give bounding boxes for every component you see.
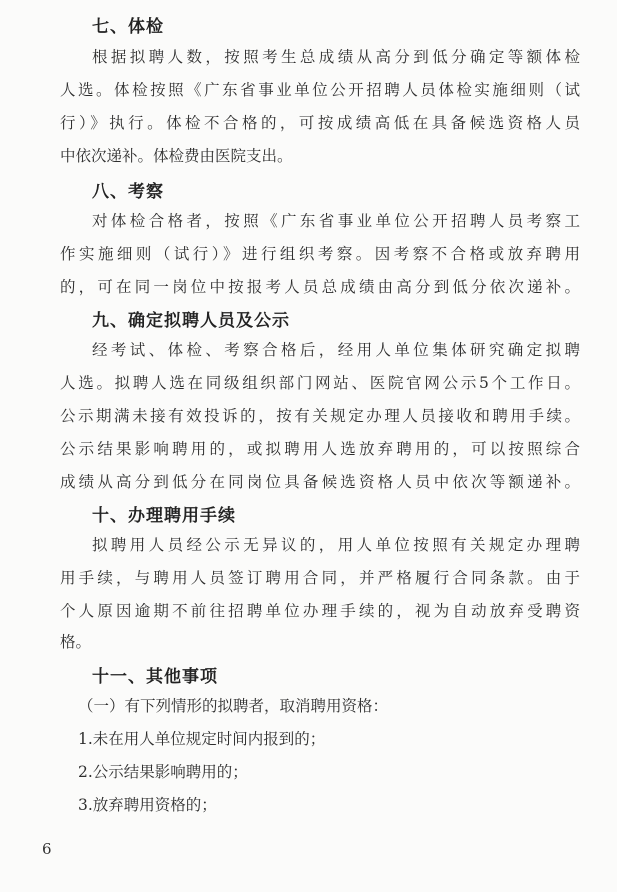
section-heading-employment-procedures: 十、办理聘用手续 <box>92 506 236 526</box>
paragraph-line: 根据拟聘人数，按照考生总成绩从高分到低分确定等额体检 <box>92 48 580 66</box>
paragraph-line: 用手续，与聘用人员签订聘用合同，并严格履行合同条款。由于 <box>60 569 580 587</box>
list-item: 2.公示结果影响聘用的； <box>78 763 248 781</box>
paragraph-line: 拟聘用人员经公示无异议的，用人单位按照有关规定办理聘 <box>92 536 580 554</box>
paragraph-line: 对体检合格者，按照《广东省事业单位公开招聘人员考察工 <box>92 212 580 230</box>
paragraph-line: 个人原因逾期不前往招聘单位办理手续的，视为自动放弃受聘资 <box>60 602 580 620</box>
paragraph-line: 成绩从高分到低分在同岗位具备候选资格人员中依次等额递补。 <box>60 473 580 491</box>
section-heading-physical-exam: 七、体检 <box>92 17 164 37</box>
paragraph-line: 格。 <box>60 633 92 651</box>
paragraph-line: 的，可在同一岗位中按报考人员总成绩由高分到低分依次递补。 <box>60 278 580 296</box>
section-heading-inspection: 八、考察 <box>92 182 164 202</box>
section-heading-other-matters: 十一、其他事项 <box>92 667 218 687</box>
paragraph-line: 中依次递补。体检费由医院支出。 <box>60 147 293 165</box>
paragraph-line: 公示结果影响聘用的，或拟聘用人选放弃聘用的，可以按照综合 <box>60 440 580 458</box>
list-item: 1.未在用人单位规定时间内报到的； <box>78 730 326 748</box>
paragraph-line: 行）》执行。体检不合格的，可按成绩高低在具备候选资格人员 <box>60 114 580 132</box>
page-number: 6 <box>42 840 52 858</box>
paragraph-line: 经考试、体检、考察合格后，经用人单位集体研究确定拟聘 <box>92 341 580 359</box>
paragraph-line: 人选。体检按照《广东省事业单位公开招聘人员体检实施细则（试 <box>60 81 580 99</box>
paragraph-line: 公示期满未接有效投诉的，按有关规定办理人员接收和聘用手续。 <box>60 407 580 425</box>
list-intro: （一）有下列情形的拟聘者，取消聘用资格： <box>78 697 389 715</box>
paragraph-line: 人选。拟聘人选在同级组织部门网站、医院官网公示5个工作日。 <box>60 374 580 392</box>
list-item: 3.放弃聘用资格的； <box>78 796 217 814</box>
section-heading-confirm-and-publicize: 九、确定拟聘人员及公示 <box>92 311 290 331</box>
paragraph-line: 作实施细则（试行）》进行组织考察。因考察不合格或放弃聘用 <box>60 245 580 263</box>
